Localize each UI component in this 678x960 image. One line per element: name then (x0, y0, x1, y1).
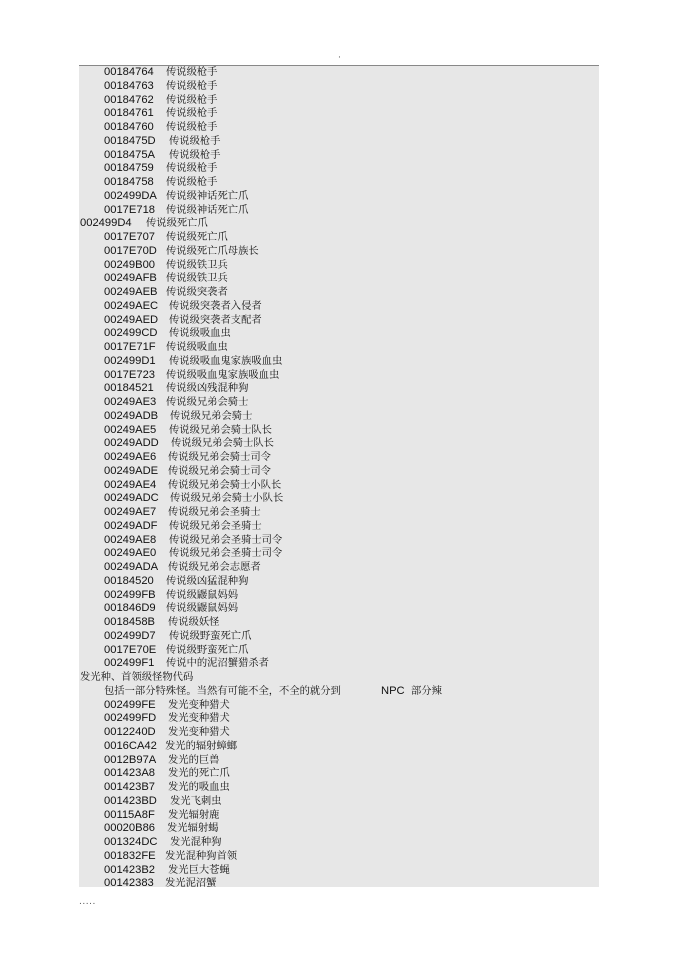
list-item (0, 149, 678, 163)
list-item (0, 726, 678, 740)
monster-code: 00184761 (104, 107, 154, 120)
monster-code: 0017E723 (104, 368, 156, 381)
monster-name: 传说级兄弟会骑士小队长 (170, 492, 284, 505)
list-item (0, 259, 678, 273)
monster-code: 00184762 (104, 93, 154, 106)
section-note-text: 包括一部分特殊怪。当然有可能不全，不全的就分到 (104, 684, 341, 697)
monster-name: 传说级鼹鼠妈妈 (166, 588, 239, 601)
list-item (0, 451, 678, 465)
list-item (0, 534, 678, 548)
monster-name: 发光的吸血虫 (168, 781, 230, 793)
list-item (0, 355, 678, 369)
list-item (0, 602, 678, 616)
monster-code: 0018458B (104, 616, 156, 628)
list-item (0, 121, 678, 135)
monster-name: 传说级枪手 (169, 148, 221, 161)
monster-name: 传说级死亡爪母族长 (166, 244, 259, 257)
monster-code: 002499FB (104, 588, 156, 601)
monster-code: 0017E71F (104, 341, 156, 353)
list-item (0, 575, 678, 589)
list-item (0, 465, 678, 479)
monster-name: 发光飞刺虫 (170, 794, 222, 807)
monster-code: 00249ADD (104, 437, 159, 450)
monster-code: 00184758 (104, 176, 154, 188)
monster-code: 001324DC (104, 836, 158, 848)
monster-name: 发光辐射鹿 (168, 808, 220, 821)
monster-code: 0016CA42 (104, 739, 157, 752)
monster-code: 001423B2 (104, 863, 156, 876)
monster-name: 传说级吸血虫 (166, 341, 228, 353)
list-item (0, 589, 678, 603)
monster-code: 00249AED (104, 313, 159, 326)
list-item (0, 341, 678, 355)
monster-code: 0017E70D (104, 244, 157, 257)
monster-name: 发光辐射蝎 (167, 822, 219, 835)
monster-code: 002499FD (104, 712, 157, 725)
list-item (0, 547, 678, 561)
monster-name: 传说级兄弟会圣骑士司令 (169, 547, 283, 560)
monster-code: 00115A8F (104, 808, 155, 821)
monster-code: 00249AE4 (104, 478, 157, 491)
monster-name: 传说级神话死亡爪 (166, 189, 249, 202)
list-item (0, 630, 678, 644)
monster-code: 002499DA (104, 189, 157, 202)
monster-code: 00249AFB (104, 272, 157, 285)
page-bottom-marker: ..... (79, 897, 96, 907)
monster-name: 传说级死亡爪 (146, 217, 208, 230)
monster-code: 00142383 (104, 877, 154, 890)
monster-code: 002499D1 (104, 354, 156, 367)
monster-code: 00249ADF (104, 519, 158, 532)
list-item (0, 162, 678, 176)
monster-name: 传说级鼹鼠妈妈 (166, 602, 239, 615)
monster-name: 传说级突袭者 (166, 286, 228, 298)
list-item (0, 767, 678, 781)
monster-name: 传说级兄弟会志愿者 (168, 561, 261, 573)
monster-name: 传说级铁卫兵 (166, 258, 228, 271)
monster-code: 00249AE5 (104, 423, 157, 436)
monster-code: 0017E718 (104, 203, 156, 216)
list-item (0, 781, 678, 795)
list-item (0, 561, 678, 575)
monster-name: 发光变种猎犬 (168, 698, 230, 711)
monster-code: 002499D4 (80, 217, 132, 230)
monster-name: 发光变种猎犬 (168, 726, 230, 738)
monster-code: 001846D9 (104, 602, 156, 615)
monster-name: 发光巨大苍蝇 (168, 863, 230, 876)
monster-name: 传说级枪手 (166, 121, 218, 133)
monster-name: 传说级神话死亡爪 (166, 203, 249, 216)
monster-name: 传说中的泥沼蟹猎杀者 (166, 657, 269, 670)
list-item (0, 369, 678, 383)
list-item (0, 520, 678, 534)
monster-code: 00249ADB (104, 409, 159, 422)
monster-code: 00249AE8 (104, 533, 157, 546)
monster-name: 传说级枪手 (166, 162, 218, 175)
monster-code: 00184521 (104, 382, 154, 395)
monster-code: 001832FE (104, 849, 156, 862)
list-item (0, 644, 678, 658)
monster-name: 传说级妖怪 (168, 616, 220, 628)
list-item (0, 204, 678, 218)
monster-code: 00184759 (104, 162, 154, 175)
monster-name: 发光的死亡爪 (168, 767, 230, 780)
list-item (0, 424, 678, 438)
monster-name: 发光变种猎犬 (168, 712, 230, 725)
list-item (0, 410, 678, 424)
monster-code: 00249ADA (104, 561, 159, 573)
section-note-npc: NPC (381, 684, 405, 697)
section-note (0, 685, 678, 699)
monster-name: 传说级突袭者入侵者 (169, 299, 262, 312)
monster-name: 传说级兄弟会圣骑士 (169, 519, 262, 532)
list-item (0, 492, 678, 506)
list-item (0, 740, 678, 754)
monster-code: 00249AE6 (104, 451, 157, 463)
monster-name: 发光的辐射蟑螂 (165, 739, 238, 752)
monster-code: 0012B97A (104, 753, 157, 766)
list-item (0, 396, 678, 410)
list-item (0, 437, 678, 451)
monster-name: 传说级吸血鬼家族吸血虫 (169, 354, 283, 367)
monster-name: 传说级凶残混种狗 (166, 382, 249, 395)
monster-name: 传说级死亡爪 (166, 231, 228, 243)
monster-code: 00249AEC (104, 299, 159, 312)
monster-name: 传说级兄弟会骑士司令 (168, 451, 271, 463)
monster-code: 00184760 (104, 121, 154, 133)
monster-name: 传说级吸血虫 (169, 327, 231, 340)
monster-code: 00020B86 (104, 822, 156, 835)
list-item (0, 850, 678, 864)
list-item (0, 657, 678, 671)
monster-name: 传说级兄弟会骑士队长 (169, 423, 272, 436)
list-item (0, 327, 678, 341)
monster-name: 传说级兄弟会骑士队长 (171, 437, 274, 450)
monster-code: 0012240D (104, 726, 156, 738)
list-item (0, 479, 678, 493)
list-item (0, 712, 678, 726)
monster-name: 传说级吸血鬼家族吸血虫 (166, 368, 280, 381)
monster-code: 00249ADE (104, 464, 159, 477)
list-item (0, 506, 678, 520)
list-item (0, 231, 678, 245)
list-item (0, 314, 678, 328)
list-item (0, 245, 678, 259)
list-item (0, 107, 678, 121)
list-item (0, 877, 678, 891)
monster-name: 传说级枪手 (166, 66, 218, 78)
monster-name: 传说级铁卫兵 (166, 272, 228, 285)
list-item (0, 809, 678, 823)
list-item (0, 66, 678, 80)
list-item (0, 286, 678, 300)
monster-name: 发光混种狗首领 (165, 849, 238, 862)
monster-name: 传说级枪手 (166, 176, 218, 188)
list-item (0, 795, 678, 809)
list-item (0, 822, 678, 836)
monster-code: 001423B7 (104, 781, 156, 793)
list-item (0, 382, 678, 396)
list-item (0, 836, 678, 850)
monster-code: 00249AE0 (104, 547, 157, 560)
monster-name: 传说级枪手 (166, 93, 218, 106)
section-note-tail: 部分辣 (411, 684, 442, 697)
monster-name: 传说级枪手 (169, 134, 221, 147)
monster-name: 传说级兄弟会骑士小队长 (168, 478, 282, 491)
monster-name: 传说级兄弟会圣骑士 (168, 506, 261, 518)
monster-name: 传说级兄弟会圣骑士司令 (169, 533, 283, 546)
list-item (0, 80, 678, 94)
monster-name: 传说级兄弟会骑士 (170, 409, 253, 422)
list-item (0, 176, 678, 190)
monster-name: 传说级兄弟会骑士司令 (168, 464, 271, 477)
list-item (0, 94, 678, 108)
list-item (0, 190, 678, 204)
monster-code: 001423A8 (104, 767, 156, 780)
list-item (0, 699, 678, 713)
monster-code: 00249AE3 (104, 396, 157, 408)
monster-code: 00249B00 (104, 258, 156, 271)
monster-name: 传说级野蛮死亡爪 (169, 629, 252, 642)
page-top-marker: · (338, 53, 341, 63)
monster-name: 传说级兄弟会骑士 (166, 396, 249, 408)
monster-name: 传说级凶猛混种狗 (166, 574, 249, 587)
list-item (0, 616, 678, 630)
section-heading-text: 发光种、首领级怪物代码 (80, 671, 194, 683)
monster-name: 传说级枪手 (166, 107, 218, 120)
monster-name: 传说级枪手 (166, 79, 218, 92)
monster-code: 00184520 (104, 574, 154, 587)
monster-name: 传说级突袭者支配者 (169, 313, 262, 326)
list-item (0, 864, 678, 878)
monster-name: 发光的巨兽 (168, 753, 220, 766)
list-item (0, 217, 678, 231)
monster-code: 0018475A (104, 148, 156, 161)
monster-code: 0018475D (104, 134, 156, 147)
monster-code: 00249ADC (104, 492, 159, 505)
monster-code: 00184764 (104, 66, 154, 78)
list-item (0, 272, 678, 286)
monster-code: 002499CD (104, 327, 158, 340)
list-item (0, 135, 678, 149)
monster-name: 发光混种狗 (170, 836, 222, 848)
monster-code: 00249AE7 (104, 506, 157, 518)
monster-name: 发光泥沼蟹 (165, 877, 217, 890)
monster-code: 00249AEB (104, 286, 158, 298)
monster-code: 002499FE (104, 698, 156, 711)
list-item (0, 754, 678, 768)
monster-name: 传说级野蛮死亡爪 (166, 643, 249, 656)
section-heading (0, 671, 678, 685)
monster-code: 002499D7 (104, 629, 156, 642)
monster-code: 001423BD (104, 794, 157, 807)
code-list (0, 66, 678, 891)
monster-code: 002499F1 (104, 657, 155, 670)
monster-code: 0017E70E (104, 643, 157, 656)
list-item (0, 300, 678, 314)
monster-code: 0017E707 (104, 231, 156, 243)
monster-code: 00184763 (104, 79, 154, 92)
